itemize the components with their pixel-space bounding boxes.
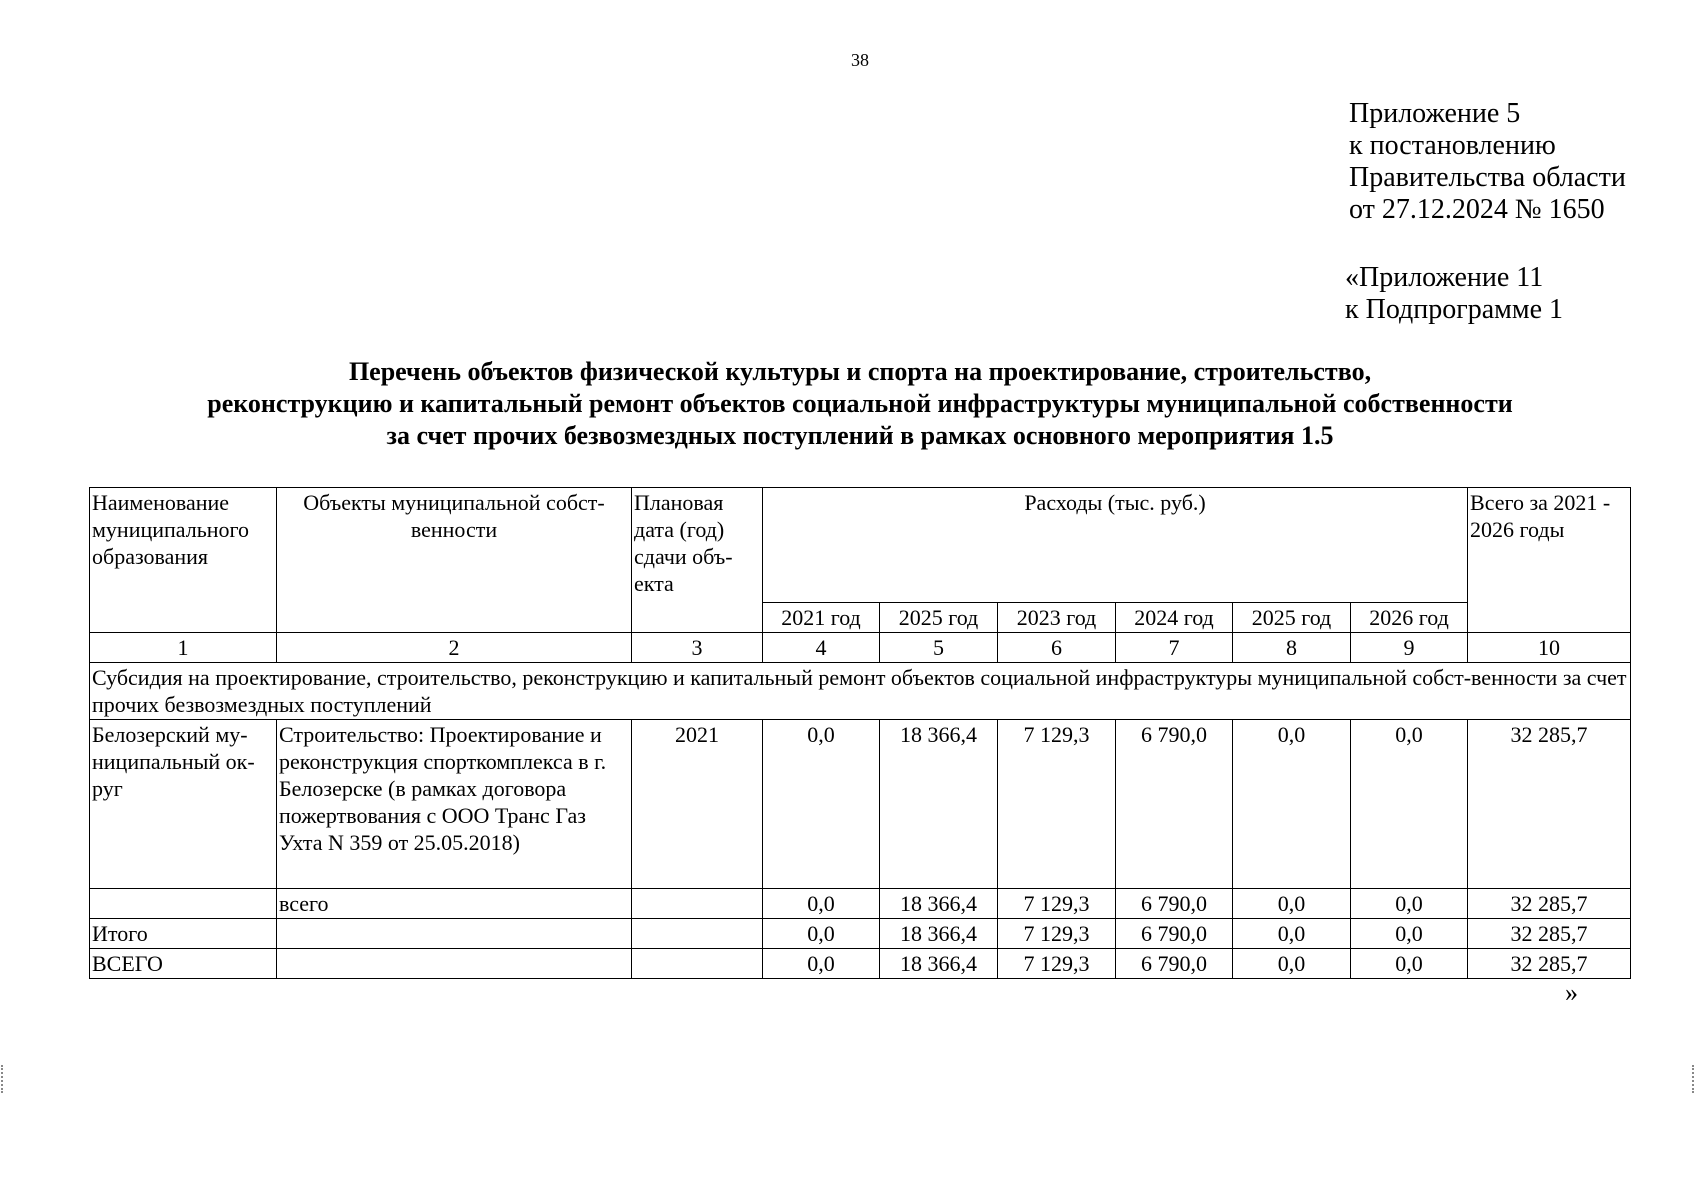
- value-cell: 18 366,4: [880, 949, 998, 979]
- value-cell: 6 790,0: [1116, 919, 1233, 949]
- header-year: 2025 год: [1233, 603, 1351, 633]
- header-year: 2026 год: [1351, 603, 1468, 633]
- header-objects: Объекты муниципальной собст-венности: [277, 488, 632, 633]
- index-cell: 5: [880, 633, 998, 663]
- value-cell: 6 790,0: [1116, 949, 1233, 979]
- date-cell: [632, 949, 763, 979]
- value-cell: 0,0: [763, 889, 880, 919]
- header-year: 2024 год: [1116, 603, 1233, 633]
- closing-quote: »: [1565, 978, 1578, 1007]
- value-cell: 18 366,4: [880, 919, 998, 949]
- appendix-block: [1349, 98, 1626, 226]
- title-line: за счет прочих безвозмездных поступлений в рамках основного мероприятия 1.5: [386, 421, 1334, 450]
- document-title: [0, 356, 1697, 452]
- appendix-line: к постановлению: [1349, 130, 1556, 161]
- index-cell: 7: [1116, 633, 1233, 663]
- object-cell: Строительство: Проектирование и реконструкция спорткомплекса в г. Белозерске (в рамках договора пожертвования с ООО Транс Газ Ухта N 359 от 25.05.2018): [277, 720, 632, 889]
- object-cell: всего: [277, 889, 632, 919]
- header-year: 2023 год: [998, 603, 1116, 633]
- value-cell: 0,0: [763, 720, 880, 889]
- appendix-line: Правительства области: [1349, 162, 1626, 193]
- index-cell: 9: [1351, 633, 1468, 663]
- value-cell: 0,0: [1233, 720, 1351, 889]
- value-cell: 0,0: [763, 919, 880, 949]
- value-cell: 0,0: [1351, 949, 1468, 979]
- table-row: [90, 949, 1631, 979]
- header-expenses: Расходы (тыс. руб.): [763, 488, 1468, 603]
- value-cell: 0,0: [1351, 919, 1468, 949]
- index-cell: 1: [90, 633, 277, 663]
- municipality-cell: [90, 889, 277, 919]
- municipality-cell: Итого: [90, 919, 277, 949]
- appendix-line: от 27.12.2024 № 1650: [1349, 194, 1605, 225]
- total-cell: 32 285,7: [1468, 889, 1631, 919]
- value-cell: 0,0: [1233, 889, 1351, 919]
- appendix-line: Приложение 5: [1349, 98, 1521, 129]
- header-planned-date: Плановая дата (год) сдачи объ-екта: [632, 488, 763, 633]
- value-cell: 7 129,3: [998, 919, 1116, 949]
- index-cell: 8: [1233, 633, 1351, 663]
- total-cell: 32 285,7: [1468, 720, 1631, 889]
- value-cell: 18 366,4: [880, 720, 998, 889]
- page-number: 38: [851, 50, 869, 70]
- subsidy-row: [90, 663, 1631, 720]
- value-cell: 0,0: [1233, 949, 1351, 979]
- header-year: 2021 год: [763, 603, 880, 633]
- index-cell: 6: [998, 633, 1116, 663]
- value-cell: 7 129,3: [998, 889, 1116, 919]
- title-line: Перечень объектов физической культуры и спорта на проектирование, строительство,: [348, 357, 1372, 386]
- value-cell: 18 366,4: [880, 889, 998, 919]
- table-row: [90, 720, 1631, 889]
- date-cell: [632, 889, 763, 919]
- value-cell: 7 129,3: [998, 949, 1116, 979]
- scan-edge-mark: [1, 1065, 5, 1093]
- appendix-ref-line: к Подпрограмме 1: [1345, 294, 1564, 325]
- scan-edge-mark: [1692, 1065, 1696, 1093]
- value-cell: 0,0: [1233, 919, 1351, 949]
- expenses-table: [89, 487, 1631, 979]
- object-cell: [277, 949, 632, 979]
- appendix-ref-line: «Приложение 11: [1345, 262, 1544, 293]
- value-cell: 0,0: [1351, 720, 1468, 889]
- date-cell: 2021: [632, 720, 763, 889]
- header-year: 2025 год: [880, 603, 998, 633]
- date-cell: [632, 919, 763, 949]
- title-line: реконструкцию и капитальный ремонт объектов социальной инфраструктуры муниципальной собственности: [207, 389, 1513, 418]
- header-total: Всего за 2021 - 2026 годы: [1468, 488, 1631, 633]
- municipality-cell: ВСЕГО: [90, 949, 277, 979]
- index-cell: 3: [632, 633, 763, 663]
- total-cell: 32 285,7: [1468, 919, 1631, 949]
- index-cell: 2: [277, 633, 632, 663]
- index-cell: 10: [1468, 633, 1631, 663]
- value-cell: 0,0: [763, 949, 880, 979]
- object-cell: [277, 919, 632, 949]
- municipality-cell: Белозерский му-ниципальный ок-руг: [90, 720, 277, 889]
- index-row: [90, 633, 1631, 663]
- index-cell: 4: [763, 633, 880, 663]
- subsidy-cell: Субсидия на проектирование, строительство, реконструкцию и капитальный ремонт объектов социальной инфраструктуры муниципальной собст-венности за счет прочих безвозмездных поступлений: [90, 663, 1631, 720]
- table-row: [90, 919, 1631, 949]
- total-cell: 32 285,7: [1468, 949, 1631, 979]
- value-cell: 6 790,0: [1116, 889, 1233, 919]
- value-cell: 6 790,0: [1116, 720, 1233, 889]
- appendix-ref-block: [1345, 262, 1563, 326]
- value-cell: 7 129,3: [998, 720, 1116, 889]
- table-row: [90, 889, 1631, 919]
- value-cell: 0,0: [1351, 889, 1468, 919]
- header-row: [90, 488, 1631, 603]
- header-municipality: Наименование муниципального образования: [90, 488, 277, 633]
